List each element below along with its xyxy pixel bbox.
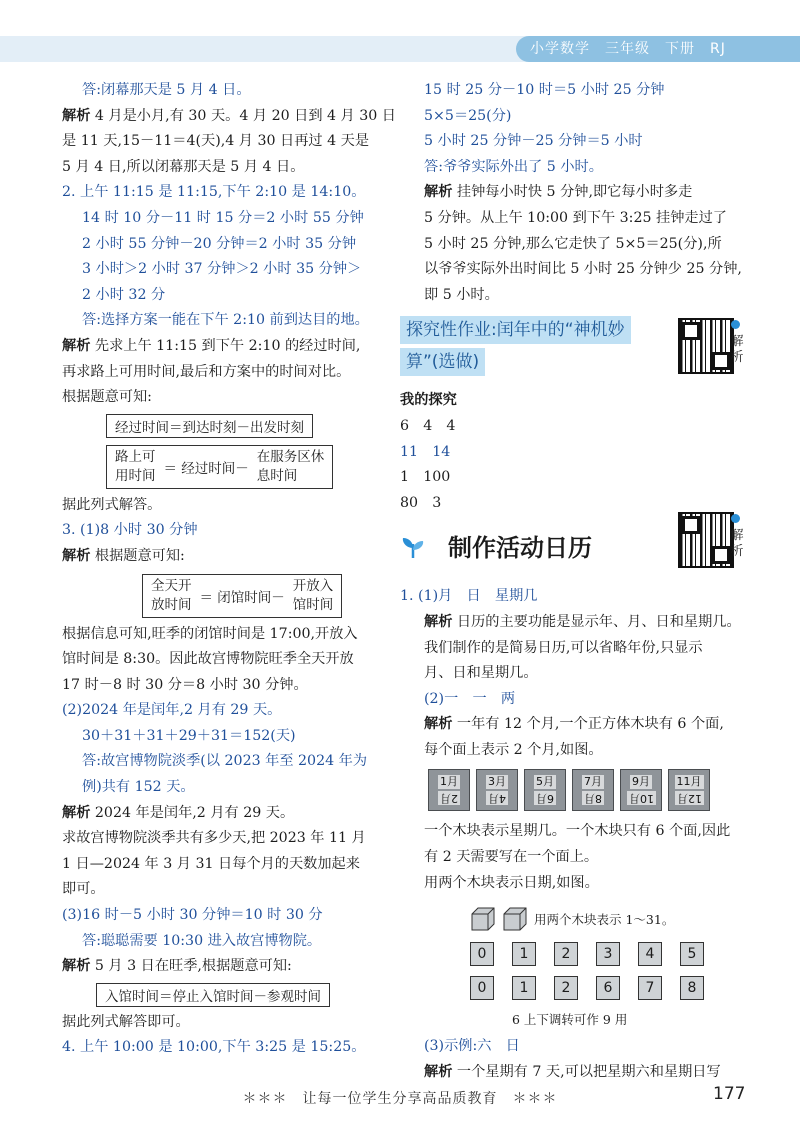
month-block [476,769,518,811]
analysis-label: 解析 [62,958,91,975]
topic-title: 探究性作业:闰年中的“神机妙 [400,316,631,344]
month-top: 5月 [536,775,554,789]
analysis-text: 4 月是小月,有 30 天。4 月 20 日到 4 月 30 日 [90,107,396,124]
analysis-text: 日历的主要功能是显示年、月、日和星期几。 [452,613,741,630]
text-line: 17 时－8 时 30 分＝8 小时 30 分钟。 [62,676,308,693]
analysis-line [400,1060,740,1086]
analysis-label: 解析 [62,547,91,564]
calc-line: 15 时 25 分－10 时＝5 小时 25 分钟 [424,82,665,98]
formula-box [142,574,342,618]
play-dot-icon [731,320,740,329]
text-line: 月、日和星期几。 [424,665,538,682]
digit-box: 7 [638,976,662,1000]
month-bottom: 10月 [628,792,654,806]
left-column [62,78,396,1061]
calc-line: 2 小时 55 分钟－20 分钟＝2 小时 35 分钟 [82,235,357,252]
sub-question: (3)示例:六 日 [424,1038,520,1055]
answer-line: 例)共有 152 天。 [82,779,195,796]
formula-term: 路上可 [115,448,156,465]
qr-label: 解析 [730,528,744,559]
analysis-text: 5 月 3 日在旺季,根据题意可知: [90,958,292,975]
digit-box: 3 [596,942,620,966]
analysis-line [62,954,382,980]
text-line: 一个木块表示星期几。一个木块只有 6 个面,因此 [424,823,731,840]
month-top: 3月 [488,775,506,789]
digit-box: 5 [680,942,704,966]
digit-box: 2 [554,976,578,1000]
analysis-text: 根据题意可知: [90,547,185,564]
month-block [620,769,662,811]
month-block [668,769,710,811]
text-line: 是 11 天,15－11＝4(天),4 月 30 日再过 4 天是 [62,133,370,150]
explore-answer: 6 4 4 [400,417,456,434]
question-1: 1. (1)月 日 星期几 [400,588,538,605]
month-top: 1月 [440,775,458,789]
analysis-label: 解析 [62,804,91,821]
digit-box: 0 [470,976,494,1000]
explore-answer: 11 14 [400,443,451,460]
text-line: 5 小时 25 分钟,那么它走快了 5×5＝25(分),所 [424,235,722,252]
answer-line: 答:选择方案一能在下午 2:10 前到达目的地。 [82,312,369,329]
analysis-label: 解析 [424,716,453,733]
leaf-icon [400,536,426,560]
answer-line: 答:故宫博物院淡季(以 2023 年至 2024 年为 [82,753,368,770]
section-title-text: 制作活动日历 [448,534,592,563]
text-line: 5 分钟。从上午 10:00 到下午 3:25 挂钟走过了 [424,209,727,226]
analysis-label: 解析 [424,1063,453,1080]
formula-term: 用时间 [115,467,156,484]
explore-answer: 1 100 [400,469,451,486]
text-line: 据此列式解答。 [62,496,162,513]
analysis-text: 一个星期有 7 天,可以把星期六和星期日写 [452,1063,721,1080]
analysis-line [62,801,382,827]
month-top: 9月 [632,775,650,789]
qr-label: 解析 [730,334,744,365]
formula-box: 经过时间＝到达时刻－出发时刻 [106,414,313,438]
analysis-label: 解析 [62,107,91,124]
analysis-line [400,180,740,206]
month-block [428,769,470,811]
footer-slogan: ＊＊＊ 让每一位学生分享高品质教育 ＊＊＊ [242,1091,558,1107]
text-line: 求故宫博物院淡季共有多少天,把 2023 年 11 月 [62,830,366,847]
book-tag: 小学数学 三年级 下册 RJ [516,36,800,62]
analysis-line [400,712,740,738]
qr-code[interactable] [678,512,734,568]
formula-term: 馆时间 [292,596,334,613]
analysis-line [62,104,396,130]
month-bottom: 8月 [584,792,602,806]
analysis-text: 先求上午 11:15 到下午 2:10 的经过时间, [90,337,361,354]
explore-title: 我的探究 [400,392,457,409]
text-line: 即 5 小时。 [424,286,499,303]
formula-term: 放时间 [151,596,192,613]
digit-box: 1 [512,942,536,966]
play-dot-icon [731,514,740,523]
month-top: 7月 [584,775,602,789]
qr-code[interactable] [678,318,734,374]
answer-line: 答:聪聪需要 10:30 进入故宫博物院。 [82,932,322,949]
digit-caption: 6 上下调转可作 9 用 [512,1012,628,1028]
text-line: 以爷爷实际外出时间比 5 小时 25 分钟少 25 分钟, [424,261,742,278]
digit-row [470,942,740,966]
month-top: 11月 [676,775,702,789]
text-line: 馆时间是 8:30。因此故宫博物院旺季全天开放 [62,651,354,668]
month-blocks [428,769,740,811]
question-4: 4. 上午 10:00 是 10:00,下午 3:25 是 15:25。 [62,1039,366,1056]
text-line: 根据题意可知: [62,389,152,406]
cube-caption: 用两个木块表示 1～31。 [534,912,675,928]
calc-line: 14 时 10 分－11 时 15 分＝2 小时 55 分钟 [82,209,364,226]
question-2: 2. 上午 11:15 是 11:15,下午 2:10 是 14:10。 [62,184,366,201]
text-line: 根据信息可知,旺季的闭馆时间是 17:00,开放入 [62,625,358,642]
cube-figure [470,906,740,932]
text-line: 每个面上表示 2 个月,如图。 [424,741,603,758]
month-bottom: 6月 [536,792,554,806]
sub-question: (2)2024 年是闰年,2 月有 29 天。 [62,702,282,719]
analysis-text: 一年有 12 个月,一个正方体木块有 6 个面, [452,716,724,733]
right-column [400,78,740,1085]
analysis-label: 解析 [424,613,453,630]
digit-box: 1 [512,976,536,1000]
formula-term: 在服务区休 [256,448,325,465]
cube-icon [470,906,496,932]
page-number: 177 [713,1084,746,1104]
calc-line: 3 小时＞2 小时 37 分钟＞2 小时 35 分钟＞ [82,261,362,278]
calc-line: 30＋31＋31＋29＋31＝152(天) [82,727,296,744]
analysis-label: 解析 [62,337,91,354]
digit-row [470,976,740,1000]
analysis-text: 2024 年是闰年,2 月有 29 天。 [90,804,295,821]
text-line: 用两个木块表示日期,如图。 [424,874,599,891]
formula-operator: ＝ 闭馆时间－ [199,589,285,606]
formula-box: 入馆时间＝停止入馆时间－参观时间 [96,983,330,1007]
formula-box [106,445,333,489]
text-line: 我们制作的是简易日历,可以省略年份,只显示 [424,639,703,656]
calc-line: 5×5＝25(分) [424,107,512,124]
digit-box: 0 [470,942,494,966]
cube-icon [502,906,528,932]
sub-question: (3)16 时－5 小时 30 分钟＝10 时 30 分 [62,907,323,924]
calc-line: 5 小时 25 分钟－25 分钟＝5 小时 [424,133,643,150]
answer-line: 答:爷爷实际外出了 5 小时。 [424,158,603,175]
month-block [524,769,566,811]
month-bottom: 12月 [676,792,702,806]
month-bottom: 2月 [440,792,458,806]
text-line: 1 日—2024 年 3 月 31 日每个月的天数加起来 [62,855,360,872]
question-3: 3. (1)8 小时 30 分钟 [62,522,198,539]
analysis-label: 解析 [424,184,453,201]
text-line: 5 月 4 日,所以闭幕那天是 5 月 4 日。 [62,158,305,175]
text-line: 据此列式解答即可。 [62,1013,190,1030]
text-line: 即可。 [62,881,105,898]
month-block [572,769,614,811]
analysis-line [400,610,740,636]
analysis-line [62,544,382,570]
digit-box: 8 [680,976,704,1000]
answer-line: 答:闭幕那天是 5 月 4 日。 [82,82,251,98]
explore-answer: 80 3 [400,494,442,511]
sub-question: (2)一 一 两 [424,690,516,707]
text-line: 再求路上可用时间,最后和方案中的时间对比。 [62,363,351,380]
month-bottom: 4月 [488,792,506,806]
digit-box: 4 [638,942,662,966]
formula-term: 全天开 [151,577,192,594]
analysis-line [62,334,382,360]
analysis-text: 挂钟每小时快 5 分钟,即它每小时多走 [452,184,693,201]
digit-box: 6 [596,976,620,1000]
digit-box: 2 [554,942,578,966]
formula-term: 息时间 [256,467,298,484]
formula-term: 开放入 [292,577,334,594]
formula-operator: ＝ 经过时间－ [163,460,249,477]
calc-line: 2 小时 32 分 [82,286,166,303]
topic-title: 算”(选做) [400,348,485,376]
text-line: 有 2 天需要写在一个面上。 [424,849,599,866]
